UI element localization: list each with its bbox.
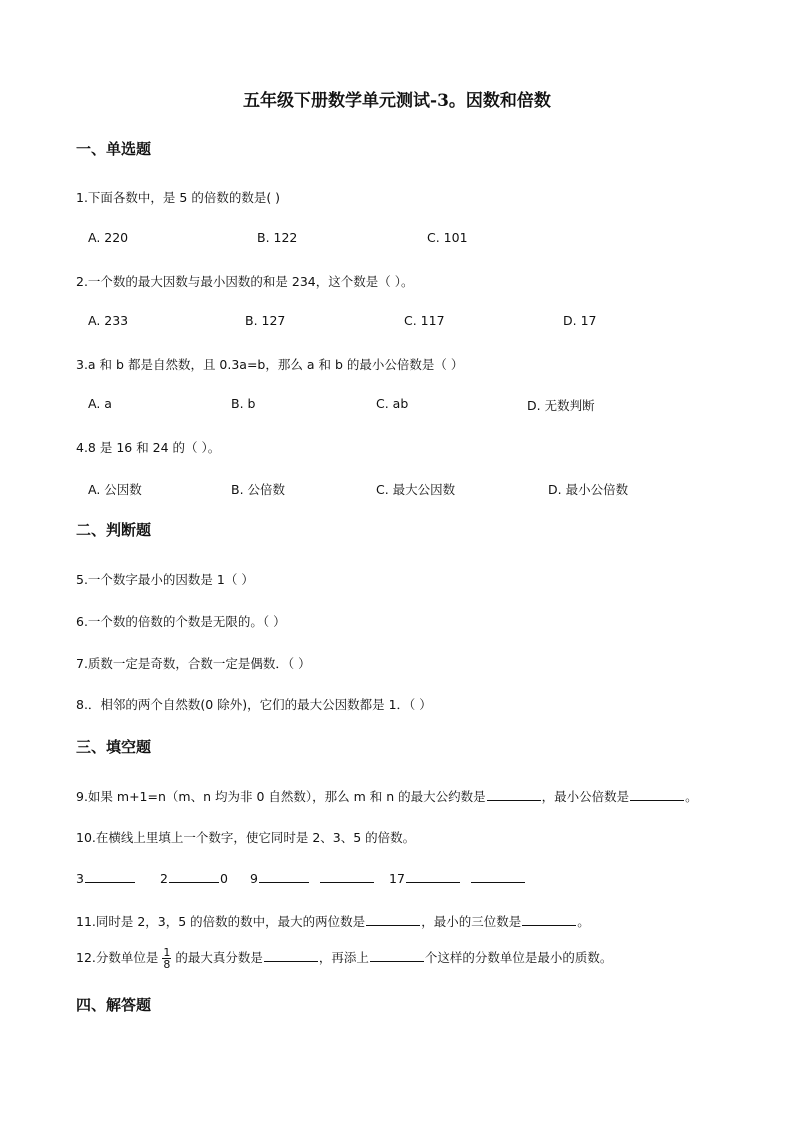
section-heading-solve: 四、解答题 [76, 996, 152, 1014]
q9-blank-gcd[interactable] [487, 788, 541, 801]
q11-blank-three-digit[interactable] [522, 913, 576, 926]
fraction-denominator: 8 [163, 958, 171, 971]
q10-blank-2[interactable] [169, 870, 219, 883]
q10-blank-3a[interactable] [259, 870, 309, 883]
fraction-one-eighth [162, 947, 171, 970]
q12-text-d: 个这样的分数单位是最小的质数。 [424, 950, 613, 965]
q2-option-b: B. 127 [245, 313, 286, 328]
q4-option-c: C. 最大公因数 [376, 482, 456, 497]
question-11 [76, 912, 590, 930]
q10-blank-4b[interactable] [471, 870, 525, 883]
q10-item-3 [250, 870, 375, 886]
q10-item-1 [76, 870, 136, 886]
q10-item-2-suffix: 0 [219, 871, 228, 886]
q9-text-c: 。 [685, 789, 698, 804]
q11-text-c: 。 [577, 914, 590, 929]
q1-option-c: C. 101 [427, 230, 468, 245]
question-12 [76, 947, 612, 970]
q10-item-2-prefix: 2 [160, 871, 168, 886]
question-6: 6.一个数的倍数的个数是无限的。（ ） [76, 614, 286, 629]
question-4: 4.8 是 16 和 24 的（ ）。 [76, 440, 221, 455]
section-heading-single-choice: 一、单选题 [76, 140, 152, 158]
question-3: 3.a 和 b 都是自然数，且 0.3a=b，那么 a 和 b 的最小公倍数是（ ） [76, 357, 464, 372]
q2-option-a: A. 233 [88, 313, 129, 328]
q12-text-c: ，再添上 [318, 950, 369, 965]
q11-blank-two-digit[interactable] [366, 913, 420, 926]
q11-text-b: ，最小的三位数是 [421, 914, 522, 929]
q10-item-3-prefix: 9 [250, 871, 258, 886]
q12-text-b: 的最大真分数是 [175, 950, 263, 965]
question-9 [76, 787, 698, 805]
q4-option-b: B. 公倍数 [231, 482, 286, 497]
question-5: 5.一个数字最小的因数是 1（ ） [76, 572, 254, 587]
q3-option-b: B. b [231, 396, 256, 411]
q10-blank-3b[interactable] [320, 870, 374, 883]
q10-item-1-prefix: 3 [76, 871, 84, 886]
section-heading-fill-blank: 三、填空题 [76, 738, 152, 756]
q2-option-d: D. 17 [563, 313, 597, 328]
q9-blank-lcm[interactable] [630, 788, 684, 801]
q1-option-b: B. 122 [257, 230, 298, 245]
q10-item-4-prefix: 17 [389, 871, 405, 886]
q4-option-d: D. 最小公倍数 [548, 482, 629, 497]
q3-option-a: A. a [88, 396, 112, 411]
q4-option-a: A. 公因数 [88, 482, 142, 497]
q1-option-a: A. 220 [88, 230, 129, 245]
q12-text-a: 12.分数单位是 [76, 950, 159, 965]
q3-option-c: C. ab [376, 396, 409, 411]
q11-text-a: 11.同时是 2，3，5 的倍数的数中，最大的两位数是 [76, 914, 366, 929]
q9-text-b: ，最小公倍数是 [541, 789, 630, 804]
q10-item-2 [160, 870, 228, 886]
question-10: 10.在横线上里填上一个数字，使它同时是 2、3、5 的倍数。 [76, 830, 416, 845]
question-2: 2.一个数的最大因数与最小因数的和是 234，这个数是（ ）。 [76, 274, 414, 289]
q9-text-a: 9.如果 m+1=n（m、n 均为非 0 自然数），那么 m 和 n 的最大公约数是 [76, 789, 486, 804]
q10-blank-1[interactable] [85, 870, 135, 883]
question-8: 8.．相邻的两个自然数(0 除外)，它们的最大公因数都是 1．（ ） [76, 697, 432, 712]
page-title: 五年级下册数学单元测试-3。因数和倍数 [243, 91, 551, 111]
question-1: 1.下面各数中，是 5 的倍数的数是( ) [76, 190, 281, 205]
q12-blank-count[interactable] [370, 949, 424, 962]
section-heading-true-false: 二、判断题 [76, 521, 152, 539]
q2-option-c: C. 117 [404, 313, 445, 328]
question-7: 7.质数一定是奇数，合数一定是偶数．（ ） [76, 656, 311, 671]
q10-item-4 [389, 870, 526, 886]
fraction-numerator: 1 [163, 946, 171, 959]
q10-blank-4a[interactable] [406, 870, 460, 883]
q3-option-d: D. 无数判断 [527, 398, 595, 413]
q12-blank-proper-fraction[interactable] [264, 949, 318, 962]
